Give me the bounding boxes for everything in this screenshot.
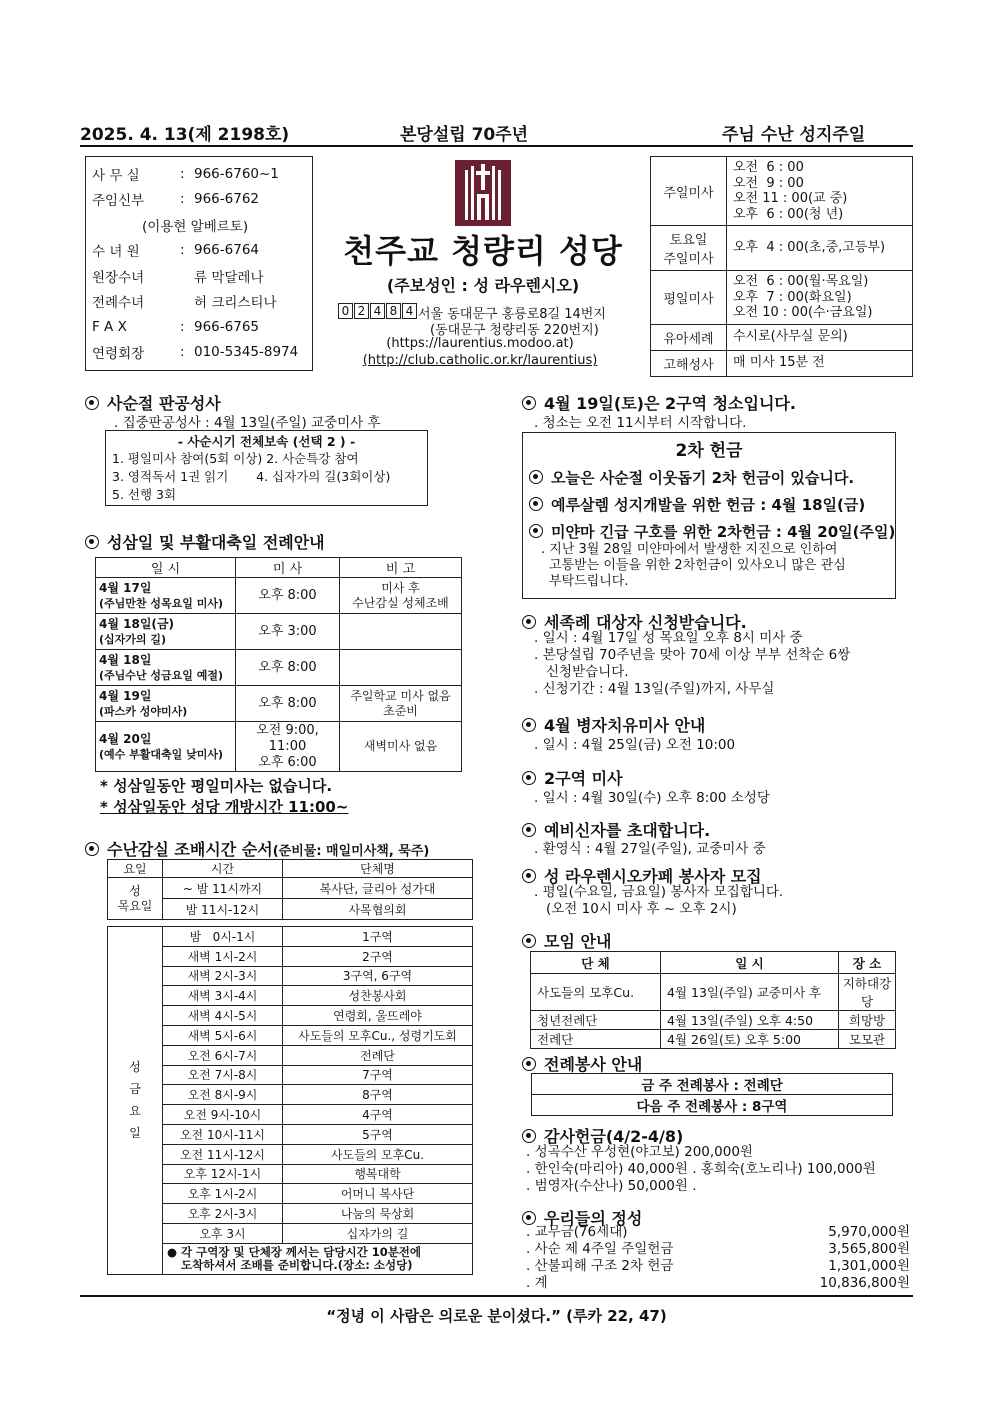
contact-separator: : — [180, 344, 185, 361]
triduum-note — [340, 614, 462, 650]
adoration-thursday-table — [107, 859, 473, 920]
mass-time: 오후 6 : 00(청 년) — [733, 206, 844, 222]
contribution-label: . 산불피해 구조 2차 헌금 — [526, 1258, 674, 1274]
offering-items — [523, 467, 895, 590]
lent-penance-lines — [112, 450, 421, 504]
adoration-time: 새벽 3시-4시 — [163, 986, 283, 1006]
contact-separator: : — [180, 242, 185, 259]
bullet-icon — [522, 869, 536, 883]
adoration-fri-row — [108, 1105, 473, 1125]
parish-url-2[interactable]: (http://club.catholic.or.kr/laurentius) — [362, 353, 598, 368]
adoration-time: 밤 11시-12시 — [163, 899, 283, 920]
penance-line: 1. 평일미사 참여(5회 이상) 2. 사순특강 참여 — [112, 451, 359, 466]
adoration-fri-row — [108, 946, 473, 966]
adoration-time: 오전 6시-7시 — [163, 1045, 283, 1065]
offering-item — [529, 494, 895, 515]
contact-separator: : — [180, 318, 185, 335]
contribution-row — [526, 1258, 910, 1275]
section-liturgy-title: 전례봉사 안내 — [522, 1052, 642, 1075]
adoration-group: 사도들의 모후Cu. — [283, 1144, 473, 1164]
info-line: . 성곡수산 우성현(야고보) 200,000원 — [526, 1144, 753, 1160]
mass-time: 오전 11 : 00(교 중) — [733, 191, 848, 206]
mass-times — [727, 271, 913, 325]
triduum-note-line: * 성삼일동안 성당 개방시간 11:00~ — [100, 798, 349, 816]
adoration-group: 전례단 — [283, 1045, 473, 1065]
postal-code-boxes — [338, 303, 418, 319]
adoration-group: 사목협의회 — [283, 899, 473, 920]
bullet-icon — [85, 842, 99, 856]
triduum-table — [95, 557, 462, 772]
liturgy-text: 금 주 전례봉사 : 전례단 — [532, 1074, 893, 1095]
info-line: . 범영자(수산나) 50,000원 . — [526, 1178, 697, 1194]
anniversary-label: 본당설립 70주년 — [400, 125, 529, 145]
adoration-group: 어머니 복사단 — [283, 1184, 473, 1204]
contact-row — [92, 263, 306, 289]
meeting-place: 모모관 — [839, 1030, 896, 1049]
adoration-time: 오후 12시-1시 — [163, 1164, 283, 1184]
mass-times — [727, 350, 913, 376]
postal-digit: 4 — [370, 303, 385, 319]
adoration-time: 새벽 4시-5시 — [163, 1006, 283, 1026]
meeting-when: 4월 13일(주일) 오후 4:50 — [661, 1011, 839, 1030]
bullet-icon — [522, 771, 536, 785]
adoration-friday-table — [107, 926, 473, 1275]
triduum-note: 미사 후 수난감실 성체조배 — [340, 578, 462, 614]
triduum-note — [340, 650, 462, 686]
adoration-header: 시간 — [163, 860, 283, 878]
triduum-mass: 오후 8:00 — [236, 686, 340, 722]
adoration-fri-row — [108, 1006, 473, 1026]
meeting-group: 전례단 — [531, 1030, 661, 1049]
adoration-group: 성찬봉사회 — [283, 986, 473, 1006]
adoration-fri-row — [108, 1025, 473, 1045]
mass-schedule-table — [650, 156, 913, 377]
adoration-time: 오전 9시-10시 — [163, 1105, 283, 1125]
header-rule — [80, 145, 913, 147]
mass-row — [651, 271, 913, 325]
mass-row — [651, 324, 913, 350]
offering-note-line: 고통받는 이들을 위한 2차헌금이 있사오니 많은 관심 — [549, 558, 846, 573]
mass-row — [651, 350, 913, 376]
section-thanks-title: 감사헌금(4/2-4/8) — [522, 1124, 683, 1147]
info-line: . 평일(수요일, 금요일) 봉사자 모집합니다. — [534, 884, 784, 900]
adoration-fri-row — [108, 927, 473, 947]
contribution-amount: 10,836,800원 — [819, 1275, 910, 1291]
triduum-date-main: 4월 18일 — [99, 652, 152, 667]
adoration-fri-row — [108, 986, 473, 1006]
contact-row — [92, 187, 306, 213]
bullet-icon — [522, 934, 536, 948]
triduum-date-main: 4월 20일 — [99, 731, 152, 746]
mass-type-label: 토요일 주일미사 — [651, 226, 727, 271]
triduum-date — [96, 686, 236, 722]
bullet-icon — [529, 470, 543, 484]
parish-logo — [455, 160, 511, 226]
contacts-list — [92, 161, 306, 365]
section-healing-title: 4월 병자치유미사 안내 — [522, 713, 705, 736]
mass-times — [727, 324, 913, 350]
liturgy-text: 다음 주 전례봉사 : 8구역 — [532, 1095, 893, 1116]
adoration-time: 새벽 1시-2시 — [163, 946, 283, 966]
adoration-fri-row — [108, 1065, 473, 1085]
contact-row — [92, 238, 306, 264]
triduum-header: 비 고 — [340, 558, 462, 578]
bullet-icon — [522, 615, 536, 629]
adoration-day-label: 성 금 요 일 — [108, 927, 163, 1275]
section-catechumen-line: . 환영식 : 4월 27일(주일), 교중미사 중 — [534, 841, 766, 857]
contribution-amount: 3,565,800원 — [828, 1241, 910, 1257]
triduum-mass: 오후 3:00 — [236, 614, 340, 650]
section-confession-title: 사순절 판공성사 — [85, 391, 221, 414]
contact-row — [92, 289, 306, 315]
adoration-thu-row — [108, 899, 473, 920]
info-line: (오전 10시 미사 후 ~ 오후 2시) — [546, 901, 737, 917]
bullet-icon — [522, 396, 536, 410]
adoration-fri-row — [108, 1085, 473, 1105]
contact-value: 966-6764 — [194, 242, 259, 259]
mass-times — [727, 226, 913, 271]
contact-label: 연령회장 — [92, 346, 145, 363]
section-footwashing-lines — [534, 630, 850, 698]
adoration-footer-line: 도착하셔서 조배를 준비합니다.(장소: 소성당) — [181, 1257, 413, 1272]
bulletin-date: 2025. 4. 13(제 2198호) — [80, 125, 290, 145]
bullet-icon — [522, 718, 536, 732]
mass-times — [727, 157, 913, 226]
liturgy-table — [531, 1073, 893, 1116]
triduum-date-main: 4월 18일(금) — [99, 616, 174, 631]
bullet-icon — [85, 535, 99, 549]
contribution-amount: 5,970,000원 — [828, 1224, 910, 1240]
adoration-group: 연령회, 울뜨레야 — [283, 1006, 473, 1026]
section-confession-line: . 집중판공성사 : 4월 13일(주일) 교중미사 후 — [114, 415, 381, 431]
info-line: 신청받습니다. — [546, 664, 629, 680]
bullet-icon — [529, 524, 543, 538]
contact-separator: : — [180, 191, 185, 208]
bullet-icon — [522, 1129, 536, 1143]
offering-title: 2차 헌금 — [675, 441, 743, 461]
meeting-header: 장 소 — [839, 952, 896, 974]
info-line: . 일시 : 4월 17일 성 목요일 오후 8시 미사 중 — [534, 630, 803, 646]
triduum-date-sub: (주님만찬 성목요일 미사) — [99, 596, 223, 610]
adoration-group: 행복대학 — [283, 1164, 473, 1184]
triduum-date-sub: (예수 부활대축일 낮미사) — [99, 747, 223, 761]
sunday-name: 주님 수난 성지주일 — [722, 125, 866, 145]
adoration-group: 사도들의 모후Cu., 성령기도회 — [283, 1025, 473, 1045]
mass-time: 오후 7 : 00(화요일) — [733, 289, 852, 305]
meeting-row — [531, 1030, 896, 1049]
adoration-fri-row — [108, 1223, 473, 1243]
contact-value: 류 막달레나 — [194, 269, 264, 286]
offering-item-text: 예루살렘 성지개발을 위한 헌금 : 4월 18일(금) — [551, 496, 866, 514]
mass-row — [651, 157, 913, 226]
adoration-time: 오후 2시-3시 — [163, 1204, 283, 1224]
triduum-header: 일 시 — [96, 558, 236, 578]
meeting-group: 청년전례단 — [531, 1011, 661, 1030]
mass-type-label: 고해성사 — [651, 350, 727, 376]
parish-patron: (주보성인 : 성 라우렌시오) — [386, 276, 580, 295]
triduum-note: 주일학교 미사 없음 초준비 — [340, 686, 462, 722]
section-district-mass-title: 2구역 미사 — [522, 766, 623, 789]
adoration-time: 새벽 5시-6시 — [163, 1025, 283, 1045]
penance-line: 5. 선행 3회 — [112, 487, 177, 502]
adoration-footer-row — [108, 1243, 473, 1274]
triduum-date-main: 4월 17일 — [99, 580, 152, 595]
section-catechumen-title: 예비신자를 초대합니다. — [522, 818, 710, 841]
meeting-when: 4월 13일(주일) 교중미사 후 — [661, 974, 839, 1011]
contacts-box — [85, 156, 313, 371]
adoration-time: 오전 11시-12시 — [163, 1144, 283, 1164]
contribution-label: . 사순 제 4주일 주일헌금 — [526, 1241, 674, 1257]
contact-value: 010-5345-8974 — [194, 344, 299, 361]
meeting-header: 단 체 — [531, 952, 661, 974]
adoration-thu-row — [108, 878, 473, 899]
adoration-fri-row — [108, 1184, 473, 1204]
triduum-note-line: * 성삼일동안 평일미사는 없습니다. — [100, 777, 333, 795]
bullet-icon — [522, 1211, 536, 1225]
parish-address: 서울 동대문구 홍릉로8길 14번지 — [418, 307, 606, 322]
adoration-fri-row — [108, 1164, 473, 1184]
mass-type-label: 유아세례 — [651, 324, 727, 350]
triduum-date-sub: (주님수난 성금요일 예절) — [99, 668, 223, 682]
section-triduum-title: 성삼일 및 부활대축일 전례안내 — [85, 530, 325, 553]
contribution-amount: 1,301,000원 — [828, 1258, 910, 1274]
triduum-date — [96, 650, 236, 686]
triduum-row — [96, 722, 462, 772]
section-footwashing-title: 세족례 대상자 신청받습니다. — [522, 610, 747, 633]
section-cafe-lines — [534, 884, 783, 918]
triduum-date — [96, 578, 236, 614]
adoration-footer — [163, 1243, 473, 1274]
triduum-date-sub: (십자가의 길) — [99, 632, 167, 646]
offering-item-text: 오늘은 사순절 이웃돕기 2차 헌금이 있습니다. — [551, 469, 855, 487]
postal-code — [338, 303, 418, 319]
lent-penance-title: - 사순시기 전체보속 (선택 2 ) - — [177, 434, 356, 449]
contact-row — [92, 161, 306, 187]
triduum-row — [96, 686, 462, 722]
triduum-note: 새벽미사 없음 — [340, 722, 462, 772]
contact-row — [92, 212, 306, 238]
contact-label: F A X — [92, 318, 127, 335]
lent-penance-box — [105, 430, 428, 506]
church-icon — [455, 160, 511, 226]
contact-label: 전례수녀 — [92, 295, 145, 312]
bullet-icon — [85, 396, 99, 410]
postal-digit: 4 — [402, 303, 417, 319]
section-cafe-title: 성 라우렌시오카페 봉사자 모집 — [522, 864, 762, 887]
adoration-fri-row — [108, 1045, 473, 1065]
penance-line: 3. 영적독서 1권 읽기 4. 십자가의 길(3회이상) — [112, 469, 391, 484]
section-healing-line: . 일시 : 4월 25일(금) 오전 10:00 — [534, 737, 736, 753]
mass-time: 오전 6 : 00 — [733, 160, 804, 175]
bullet-icon — [522, 823, 536, 837]
adoration-group: 나눔의 묵상회 — [283, 1204, 473, 1224]
liturgy-row — [532, 1095, 893, 1116]
offering-note-line: 부탁드립니다. — [549, 574, 629, 589]
contact-separator: : — [180, 165, 185, 182]
bullet-icon — [529, 497, 543, 511]
contact-value: 966-6760~1 — [194, 165, 279, 182]
contact-label: 수 녀 원 — [92, 244, 140, 261]
contribution-label: . 교무금(76세대) — [526, 1224, 628, 1240]
triduum-header: 미 사 — [236, 558, 340, 578]
section-thanks-lines — [526, 1144, 876, 1195]
info-line: . 신청기간 : 4월 13일(주일)까지, 사무실 — [534, 681, 775, 697]
adoration-group: 2구역 — [283, 946, 473, 966]
mass-type-label: 주일미사 — [651, 157, 727, 226]
adoration-time: 오전 10시-11시 — [163, 1124, 283, 1144]
adoration-group: 7구역 — [283, 1065, 473, 1085]
postal-digit: 8 — [386, 303, 401, 319]
mass-time: 수시로(사무실 문의) — [733, 329, 848, 345]
adoration-footer-line: ● 각 구역장 및 단체장 께서는 담당시간 10분전에 — [167, 1244, 422, 1259]
adoration-fri-row — [108, 1124, 473, 1144]
contact-value: 허 크리스티나 — [194, 295, 277, 312]
postal-digit: 2 — [354, 303, 369, 319]
contact-row — [92, 314, 306, 340]
contribution-row — [526, 1241, 910, 1258]
footer-quote: “정녕 이 사람은 의로운 분이셨다.” (루카 22, 47) — [326, 1307, 667, 1325]
triduum-date — [96, 614, 236, 650]
meeting-row — [531, 1011, 896, 1030]
section-adoration-title: 수난감실 조배시간 순서(준비물: 매일미사책, 묵주) — [85, 837, 429, 860]
mass-time: 매 미사 15분 전 — [733, 355, 825, 371]
contact-row — [92, 340, 306, 366]
mass-time: 오전 6 : 00(월·목요일) — [733, 274, 869, 289]
adoration-time: 오후 3시 — [163, 1223, 283, 1243]
triduum-mass: 오전 9:00, 11:00 오후 6:00 — [236, 722, 340, 772]
adoration-header: 요일 — [108, 860, 163, 878]
mass-time: 오전 10 : 00(수·금요일) — [733, 305, 873, 320]
info-line: . 한인숙(마리아) 40,000원 . 홍희숙(호노리나) 100,000원 — [526, 1161, 876, 1177]
section-cleaning-title: 4월 19일(토)은 2구역 청소입니다. — [522, 391, 796, 414]
offering-item-text: 미얀마 긴급 구호를 위한 2차헌금 : 4월 20일(주일) — [551, 523, 896, 541]
adoration-group: 복사단, 글리아 성가대 — [283, 878, 473, 899]
meeting-place: 지하대강당 — [839, 974, 896, 1011]
adoration-fri-row — [108, 966, 473, 986]
offering-note-line: . 지난 3월 28일 미얀마에서 발생한 지진으로 인하여 — [541, 542, 838, 557]
info-line: . 본당설립 70주년을 맞아 70세 이상 부부 선착순 6쌍 — [534, 647, 851, 663]
adoration-group: 1구역 — [283, 927, 473, 947]
contact-label: 원장수녀 — [92, 269, 145, 286]
mass-row — [651, 226, 913, 271]
mass-type-label: 평일미사 — [651, 271, 727, 325]
triduum-row — [96, 614, 462, 650]
meeting-row — [531, 974, 896, 1011]
adoration-group: 8구역 — [283, 1085, 473, 1105]
contribution-row — [526, 1275, 910, 1292]
triduum-date-sub: (파스카 성야미사) — [99, 704, 188, 718]
meeting-group: 사도들의 모후Cu. — [531, 974, 661, 1011]
meeting-header: 일 시 — [661, 952, 839, 974]
postal-digit: 0 — [338, 303, 353, 319]
adoration-group: 5구역 — [283, 1124, 473, 1144]
meeting-when: 4월 26일(토) 오후 5:00 — [661, 1030, 839, 1049]
triduum-notes — [100, 776, 348, 818]
footer-rule — [80, 1295, 913, 1297]
triduum-date-main: 4월 19일 — [99, 688, 152, 703]
adoration-fri-row — [108, 1144, 473, 1164]
adoration-group: 3구역, 6구역 — [283, 966, 473, 986]
triduum-date — [96, 722, 236, 772]
triduum-mass: 오후 8:00 — [236, 578, 340, 614]
parish-name: 천주교 청량리 성당 — [343, 232, 623, 270]
contributions-list — [526, 1224, 910, 1292]
liturgy-row — [532, 1074, 893, 1095]
contact-label: 주임신부 — [92, 193, 145, 210]
contribution-row — [526, 1224, 910, 1241]
contact-value: 966-6765 — [194, 318, 259, 335]
section-contributions-title: 우리들의 정성 — [522, 1206, 642, 1229]
adoration-time: 오전 7시-8시 — [163, 1065, 283, 1085]
meeting-place: 희망방 — [839, 1011, 896, 1030]
adoration-time: 밤 0시-1시 — [163, 927, 283, 947]
adoration-header: 단체명 — [283, 860, 473, 878]
adoration-day-label: 성 목요일 — [108, 878, 163, 920]
parish-url-1[interactable]: (https://laurentius.modoo.at) — [386, 336, 574, 351]
triduum-mass: 오후 8:00 — [236, 650, 340, 686]
adoration-time: 오전 8시-9시 — [163, 1085, 283, 1105]
mass-time: 오전 9 : 00 — [733, 175, 804, 191]
mass-time: 오후 4 : 00(초,중,고등부) — [733, 240, 886, 256]
section-cleaning-line: . 청소는 오전 11시부터 시작합니다. — [534, 415, 747, 431]
bullet-icon — [522, 1057, 536, 1071]
section-district-mass-line: . 일시 : 4월 30일(수) 오후 8:00 소성당 — [534, 790, 770, 806]
adoration-time: 새벽 2시-3시 — [163, 966, 283, 986]
contact-value: 966-6762 — [194, 191, 259, 208]
adoration-fri-row — [108, 1204, 473, 1224]
meetings-table — [530, 951, 896, 1049]
contact-value: (이용현 알베르토) — [142, 218, 249, 235]
parish-old-address: (동대문구 청량리동 220번지) — [430, 323, 599, 338]
contact-label: 사 무 실 — [92, 167, 140, 184]
adoration-group: 4구역 — [283, 1105, 473, 1125]
triduum-row — [96, 578, 462, 614]
contribution-label: . 계 — [526, 1275, 548, 1291]
offering-item — [529, 521, 895, 542]
offering-item — [529, 467, 895, 488]
adoration-time: ~ 밤 11시까지 — [163, 878, 283, 899]
triduum-row — [96, 650, 462, 686]
adoration-group: 십자가의 길 — [283, 1223, 473, 1243]
adoration-time: 오후 1시-2시 — [163, 1184, 283, 1204]
offering-box — [522, 432, 896, 599]
section-meetings-title: 모임 안내 — [522, 929, 611, 952]
